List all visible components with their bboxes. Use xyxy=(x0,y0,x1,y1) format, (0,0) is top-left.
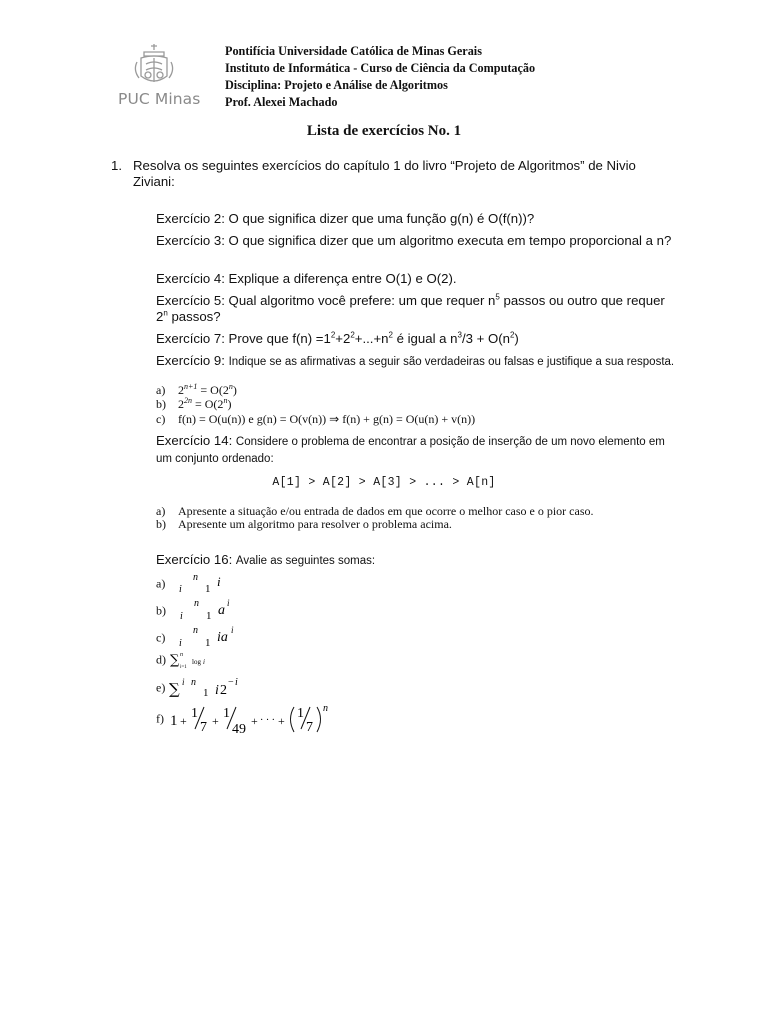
header-block xyxy=(225,43,535,111)
university-crest-icon xyxy=(131,42,177,88)
svg-text:i: i xyxy=(217,574,221,589)
svg-text:∑: ∑ xyxy=(169,680,181,698)
svg-text:n: n xyxy=(323,703,328,714)
exercise-9-b: b) $2^{2n} = O(2^n)$ xyxy=(156,396,232,411)
svg-text:1: 1 xyxy=(203,687,209,699)
svg-text:1: 1 xyxy=(191,706,198,721)
svg-text:i: i xyxy=(179,584,183,595)
svg-text:n: n xyxy=(194,598,199,609)
exercise-14: Exercício 14: Considere o problema de encontrar a posição de inserção de um novo elemento em um conjunto ordenado: xyxy=(156,433,665,465)
svg-text:i: i xyxy=(203,658,205,666)
svg-text:i: i xyxy=(179,638,183,649)
exercise-16: Exercício 16: Avalie as seguintes somas: xyxy=(156,552,376,567)
puc-minas-logo xyxy=(118,42,201,108)
svg-text:2: 2 xyxy=(220,683,228,698)
svg-text:i: i xyxy=(215,683,220,698)
sum-c-formula xyxy=(169,625,245,651)
sum-e: e) ∑ i n 1 i 2 − i xyxy=(156,676,259,700)
svg-text:ia: ia xyxy=(217,630,229,645)
exercise-4: Exercício 4: Explique a diferença entre O(1) e O(2). xyxy=(156,271,457,286)
header-institute: Instituto de Informática - Curso de Ciência da Computação xyxy=(225,61,536,75)
svg-text:+: + xyxy=(212,714,219,728)
exercise-2: Exercício 2: O que significa dizer que uma função g(n) é O(f(n))? xyxy=(156,211,535,226)
svg-text:i: i xyxy=(182,677,185,687)
svg-text:−: − xyxy=(228,677,234,688)
svg-text:1: 1 xyxy=(297,706,304,721)
exercise-14-a: a) Apresente a situação e/ou entrada de dados em que ocorre o melhor caso e o pior caso. xyxy=(156,504,594,518)
svg-text:i: i xyxy=(180,611,183,622)
svg-text:i: i xyxy=(235,677,239,688)
svg-text:i=1: i=1 xyxy=(180,665,187,670)
svg-text:n: n xyxy=(191,677,197,688)
exercise-9: Exercício 9: Indique se as afirmativas a seguir são verdadeiras ou falsas e justifique a sua resposta. xyxy=(156,353,675,368)
exercise-14-b: b) Apresente um algoritmo para resolver o problema acima. xyxy=(156,517,452,531)
svg-text:1: 1 xyxy=(223,706,230,721)
sum-e-formula xyxy=(169,676,259,700)
sum-d-formula xyxy=(170,650,230,670)
svg-text:+: + xyxy=(180,714,187,728)
exercise-14-formula: A[1] > A[2] > A[3] > ... > A[n] xyxy=(272,476,496,489)
svg-text:∑: ∑ xyxy=(170,653,180,668)
sum-d: d) ∑ n i=1 log i xyxy=(156,650,230,670)
logo-text: PUC Minas xyxy=(118,90,201,108)
svg-text:a: a xyxy=(218,603,225,618)
svg-text:+: + xyxy=(251,714,258,728)
question-text: Resolva os seguintes exercícios do capítulo 1 do livro “Projeto de Algoritmos” de Nivio Ziviani: xyxy=(133,158,636,189)
svg-text:49: 49 xyxy=(232,722,246,735)
svg-text:i: i xyxy=(227,598,230,608)
svg-text:1: 1 xyxy=(205,637,211,649)
exercise-9-a: a) $2^{n+1} = O(2^n)$ xyxy=(156,382,237,397)
sum-a: a) n i 1 i xyxy=(156,572,229,596)
svg-text:1: 1 xyxy=(170,713,178,729)
exercise-9-c: c) f(n) = O(u(n)) e g(n) = O(v(n)) ⇒ f(n) + g(n) = O(u(n) + v(n)) xyxy=(156,412,476,426)
header-university: Pontifícia Universidade Católica de Minas Gerais xyxy=(225,44,482,58)
svg-text:n: n xyxy=(193,572,199,583)
svg-text:i: i xyxy=(231,625,234,635)
svg-text:7: 7 xyxy=(306,720,313,735)
svg-text:n: n xyxy=(180,652,183,658)
svg-text:n: n xyxy=(193,625,199,636)
svg-text:+: + xyxy=(278,714,285,728)
svg-text:7: 7 xyxy=(200,720,207,735)
sum-b: b) n i 1 a i xyxy=(156,598,240,624)
sum-a-formula xyxy=(169,572,229,596)
sum-b-formula xyxy=(170,598,240,624)
svg-text:· · ·: · · · xyxy=(260,715,275,726)
svg-text:1: 1 xyxy=(206,610,212,622)
sum-f: f) 1 + 1 7 + 1 49 + · · · + 1 7 n xyxy=(156,703,348,735)
exercise-3: Exercício 3: O que significa dizer que um algoritmo executa em tempo proporcional a n? xyxy=(156,233,672,248)
svg-text:log: log xyxy=(192,658,201,666)
header-discipline: Disciplina: Projeto e Análise de Algoritmos xyxy=(225,78,448,92)
question-number: 1. xyxy=(111,158,122,173)
svg-text:1: 1 xyxy=(205,583,211,595)
header-professor: Prof. Alexei Machado xyxy=(225,95,338,109)
exercise-7: Exercício 7: Prove que $f(n) =1^2+2^2+...+n^2$ é igual a $n^3/3 + O(n^2)$ xyxy=(156,330,519,346)
page-title: Lista de exercícios No. 1 xyxy=(306,123,462,139)
sum-c: c) n i 1 ia i xyxy=(156,625,245,651)
exercise-5: Exercício 5: Qual algoritmo você prefere: um que requer $n^5$ passos ou outro que requer 2$^n$ passos? xyxy=(156,292,665,324)
sum-f-formula xyxy=(168,703,348,735)
